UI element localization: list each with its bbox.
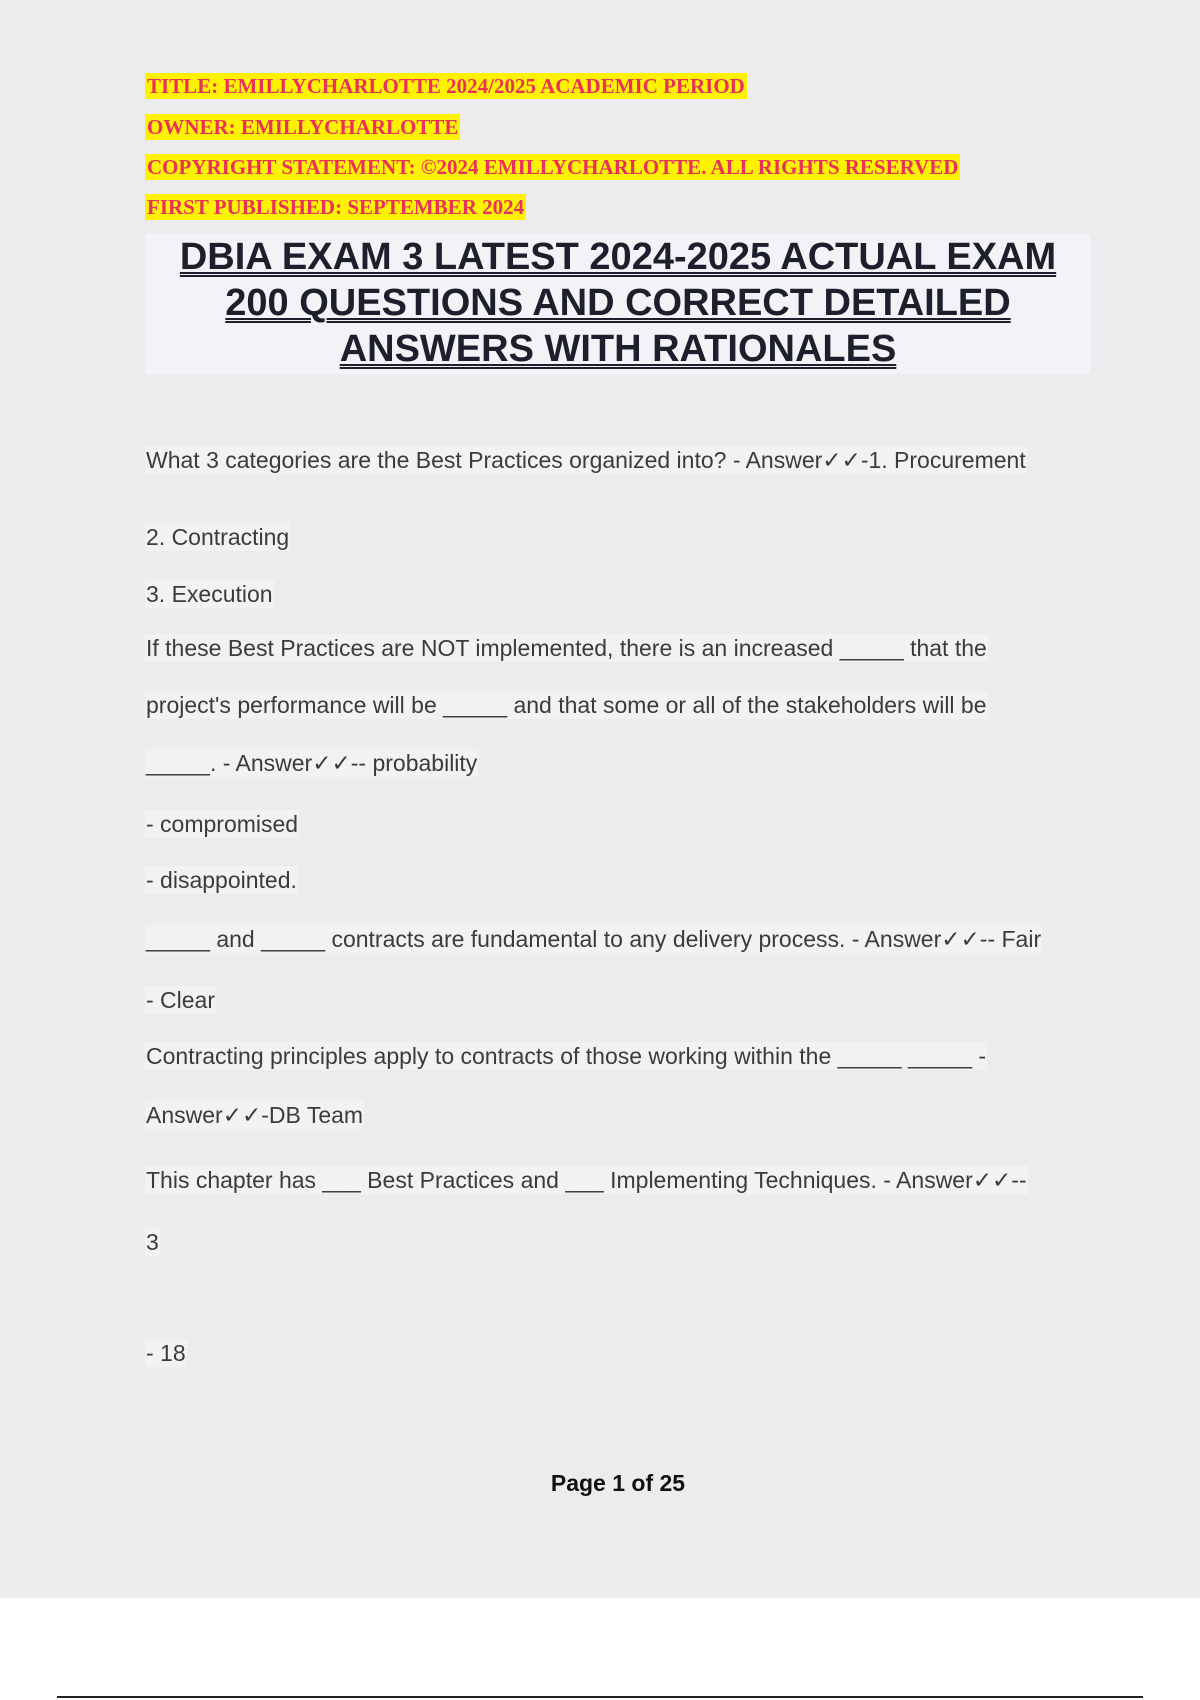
meta-first-published: FIRST PUBLISHED: SEPTEMBER 2024 — [147, 195, 525, 219]
answer-line: - compromised — [146, 811, 299, 837]
title-line-3: ANSWERS WITH RATIONALES — [339, 328, 897, 370]
page-number: Page 1 of 25 — [550, 1470, 686, 1496]
answer-line: - disappointed. — [146, 867, 297, 893]
question-line: Contracting principles apply to contracts of those working within the _____ _____ - — [146, 1043, 986, 1069]
answer-line: - Clear — [146, 987, 216, 1013]
question-line: What 3 categories are the Best Practices organized into? - Answer✓✓-1. Procurement — [146, 447, 1026, 473]
answer-line: 3. Execution — [146, 581, 273, 607]
meta-owner: OWNER: EMILLYCHARLOTTE — [147, 115, 459, 139]
answer-line: 2. Contracting — [146, 524, 290, 550]
meta-title: TITLE: EMILLYCHARLOTTE 2024/2025 ACADEMIC PERIOD — [147, 74, 745, 98]
title-line-1: DBIA EXAM 3 LATEST 2024-2025 ACTUAL EXAM — [179, 236, 1057, 278]
page-divider — [57, 1696, 1143, 1698]
question-line: This chapter has ___ Best Practices and ___ Implementing Techniques. - Answer✓✓-- — [146, 1167, 1027, 1193]
answer-line: 3 — [146, 1229, 159, 1255]
question-line: If these Best Practices are NOT implemented, there is an increased _____ that the — [146, 635, 987, 661]
question-line: _____ and _____ contracts are fundamental to any delivery process. - Answer✓✓-- Fair — [146, 926, 1042, 952]
question-line: project's performance will be _____ and that some or all of the stakeholders will be — [146, 692, 987, 718]
answer-line: Answer✓✓-DB Team — [146, 1102, 364, 1128]
document-title — [145, 234, 1091, 374]
question-line: _____. - Answer✓✓-- probability — [146, 750, 478, 776]
answer-line: - 18 — [146, 1340, 186, 1366]
title-line-2: 200 QUESTIONS AND CORRECT DETAILED — [225, 282, 1011, 324]
meta-copyright: COPYRIGHT STATEMENT: ©2024 EMILLYCHARLOTTE. ALL RIGHTS RESERVED — [147, 155, 959, 179]
